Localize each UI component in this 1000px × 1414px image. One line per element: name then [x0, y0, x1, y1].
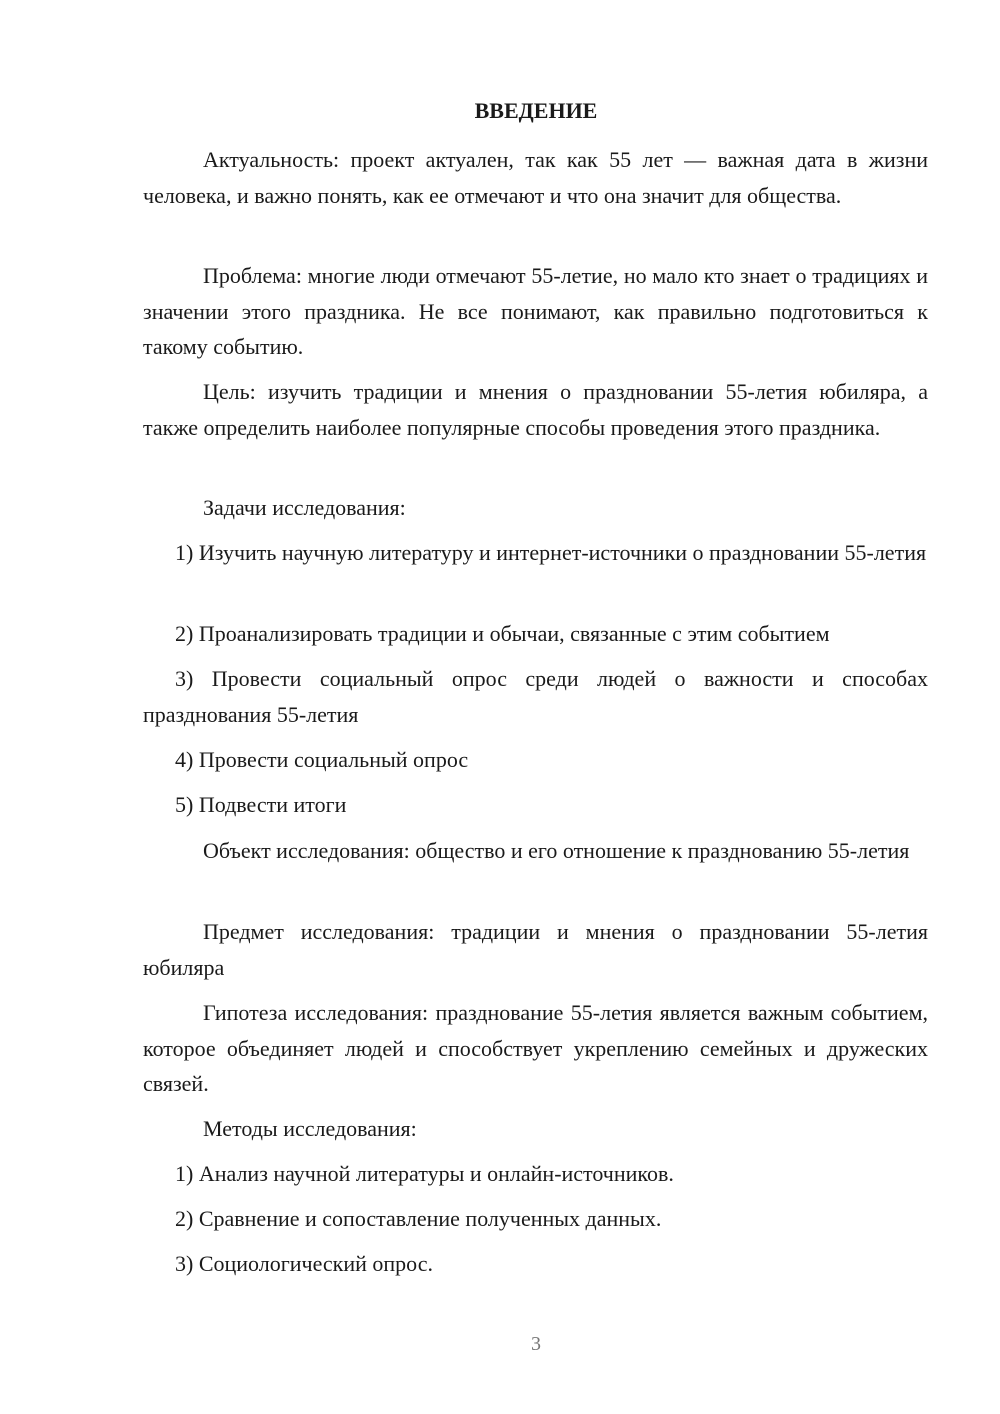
paragraph-relevance: Актуальность: проект актуален, так как 55 лет — важная дата в жизни человека, и важно понять, как ее отмечают и что она значит для общества.	[143, 147, 928, 208]
paragraph-hypothesis: Гипотеза исследования: празднование 55-летия является важным событием, которое объединяет людей и способствует укреплению семейных и дружеских связей.	[143, 1000, 928, 1096]
paragraph-subject: Предмет исследования: традиции и мнения о праздновании 55-летия юбиляра	[143, 919, 928, 980]
method-item-1: 1) Анализ научной литературы и онлайн-источников.	[175, 1161, 674, 1186]
task-item-4: 4) Провести социальный опрос	[175, 747, 469, 772]
task-item-3: 3) Провести социальный опрос среди людей о важности и способах празднования 55-летия	[143, 666, 928, 727]
method-item-2: 2) Сравнение и сопоставление полученных данных.	[175, 1206, 662, 1231]
paragraph-methods-heading: Методы исследования:	[203, 1116, 417, 1141]
task-item-5: 5) Подвести итоги	[175, 792, 347, 817]
paragraph-object: Объект исследования: общество и его отношение к празднованию 55-летия	[203, 838, 910, 863]
paragraph-problem: Проблема: многие люди отмечают 55-летие, но мало кто знает о традициях и значении этого праздника. Не все понимают, как правильно подготовиться к такому событию.	[143, 263, 928, 359]
paragraph-tasks-heading: Задачи исследования:	[203, 495, 406, 520]
task-item-2: 2) Проанализировать традиции и обычаи, связанные с этим событием	[175, 621, 830, 646]
method-item-3: 3) Социологический опрос.	[175, 1251, 433, 1276]
page-number: 3	[531, 1333, 541, 1355]
task-item-1: 1) Изучить научную литературу и интернет-источники о праздновании 55-летия	[175, 540, 927, 565]
section-title: ВВЕДЕНИЕ	[474, 98, 598, 123]
paragraph-goal: Цель: изучить традиции и мнения о праздновании 55-летия юбиляра, а также определить наиболее популярные способы проведения этого праздника.	[143, 379, 928, 440]
